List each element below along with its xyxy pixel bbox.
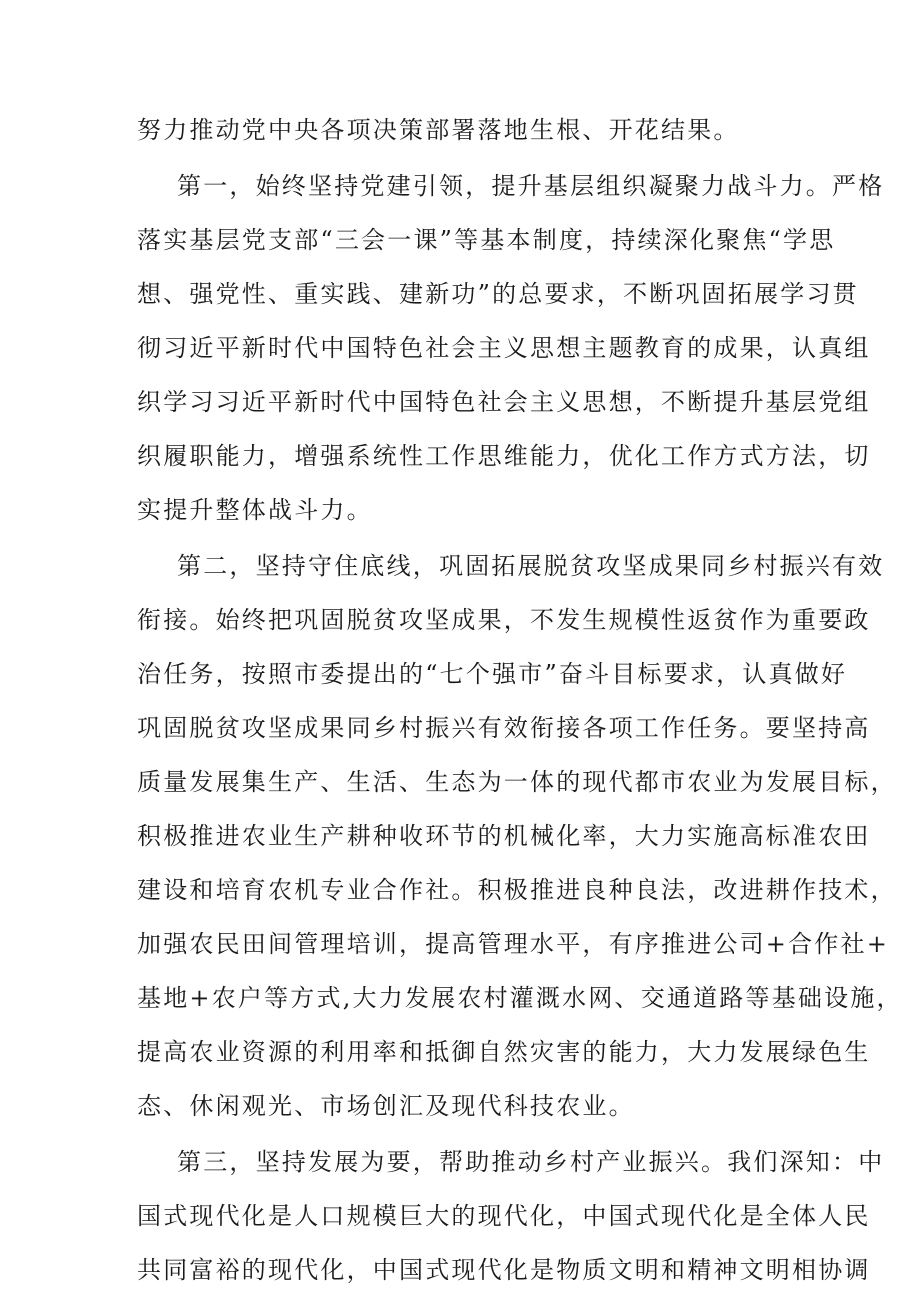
paragraph-first-line: 第一，始终坚持党建引领，提升基层组织凝聚力战斗力。严格 xyxy=(177,172,885,200)
text-line: 加强农民田间管理培训，提高管理水平，有序推进公司+合作社+ xyxy=(137,930,890,958)
paragraph-first-line: 第二，坚持守住底线，巩固拓展脱贫攻坚成果同乡村振兴有效 xyxy=(177,552,885,580)
text-line: 落实基层党支部“三会一课”等基本制度，持续深化聚焦“学思 xyxy=(137,226,836,254)
text-line: 想、强党性、重实践、建新功”的总要求，不断巩固拓展学习贯 xyxy=(137,280,859,308)
text-line: 国式现代化是人口规模巨大的现代化，中国式现代化是全体人民 xyxy=(137,1202,871,1230)
text-line: 积极推进农业生产耕种收环节的机械化率，大力实施高标准农田 xyxy=(137,822,871,850)
text-line: 彻习近平新时代中国特色社会主义思想主题教育的成果，认真组 xyxy=(137,334,871,362)
text-line: 建设和培育农机专业合作社。积极推进良种良法，改进耕作技术， xyxy=(137,876,897,904)
text-line: 实提升整体战斗力。 xyxy=(137,496,373,524)
text-line: 治任务，按照市委提出的“七个强市”奋斗目标要求，认真做好 xyxy=(137,660,848,688)
text-line: 提高农业资源的利用率和抵御自然灾害的能力，大力发展绿色生 xyxy=(137,1038,871,1066)
text-line: 态、休闲观光、市场创汇及现代科技农业。 xyxy=(137,1092,635,1120)
text-line: 巩固脱贫攻坚成果同乡村振兴有效衔接各项工作任务。要坚持高 xyxy=(137,714,871,742)
text-line: 衔接。始终把巩固脱贫攻坚成果，不发生规模性返贫作为重要政 xyxy=(137,606,871,634)
paragraph-first-line: 第三，坚持发展为要，帮助推动乡村产业振兴。我们深知：中 xyxy=(177,1148,885,1176)
text-line: 织履职能力，增强系统性工作思维能力，优化工作方式方法，切 xyxy=(137,442,871,470)
text-line: 基地+农户等方式,大力发展农村灌溉水网、交通道路等基础设施， xyxy=(137,984,903,1012)
text-line: 织学习习近平新时代中国特色社会主义思想，不断提升基层党组 xyxy=(137,388,871,416)
text-line: 努力推动党中央各项决策部署落地生根、开花结果。 xyxy=(137,116,740,144)
text-line: 共同富裕的现代化，中国式现代化是物质文明和精神文明相协调 xyxy=(137,1256,871,1284)
text-line: 质量发展集生产、生活、生态为一体的现代都市农业为发展目标， xyxy=(137,768,897,796)
